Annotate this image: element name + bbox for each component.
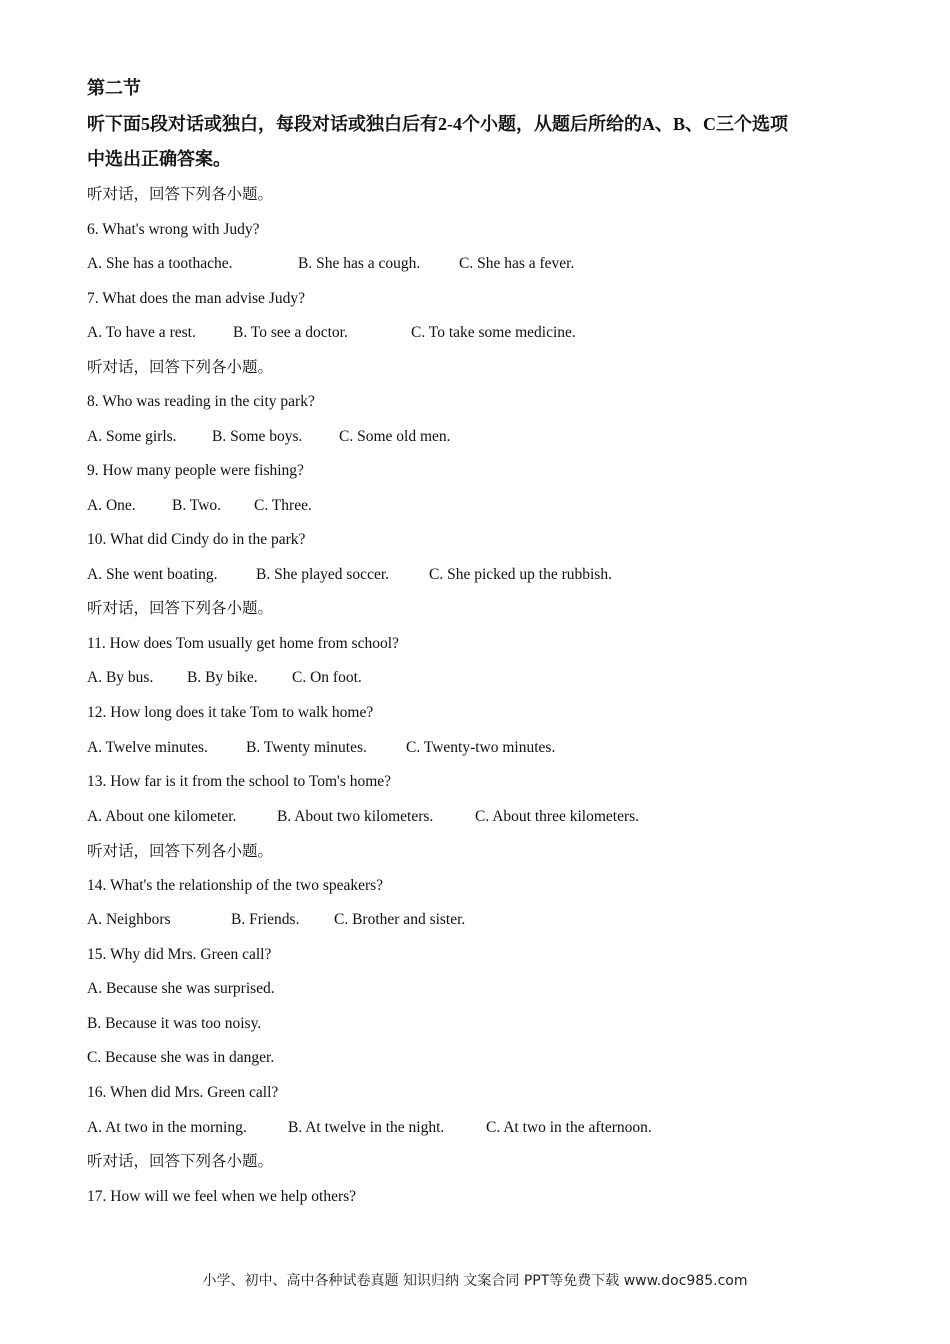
question-text: 11. How does Tom usually get home from school? — [87, 635, 399, 652]
option-b: B. By bike. — [187, 669, 258, 686]
option-c: C. About three kilometers. — [475, 808, 640, 825]
option-c: C. She has a fever. — [459, 255, 575, 272]
group-intro: 听对话，回答下列各小题。 — [87, 600, 274, 617]
option-c: C. At two in the afternoon. — [486, 1119, 652, 1136]
question-text: 17. How will we feel when we help others? — [87, 1188, 357, 1205]
option-b: B. Twenty minutes. — [246, 739, 367, 756]
option-c: C. Brother and sister. — [334, 911, 466, 928]
option-a: A. At two in the morning. — [87, 1119, 247, 1136]
page-footer: 小学、初中、高中各种试卷真题 知识归纳 文案合同 PPT等免费下载 www.doc985.com — [202, 1273, 748, 1289]
option-c: C. Twenty-two minutes. — [406, 739, 556, 756]
question-text: 6. What's wrong with Judy? — [87, 221, 260, 238]
option-a: A. By bus. — [87, 669, 154, 686]
option-a: A. About one kilometer. — [87, 808, 237, 825]
option-b: B. She has a cough. — [298, 255, 421, 272]
question-text: 12. How long does it take Tom to walk home? — [87, 704, 374, 721]
question-text: 9. How many people were fishing? — [87, 462, 304, 479]
option-c: C. Three. — [254, 497, 312, 514]
option-b: B. About two kilometers. — [277, 808, 434, 825]
option-a: A. Neighbors — [87, 911, 171, 928]
question-text: 13. How far is it from the school to Tom's home? — [87, 773, 392, 790]
option-b: B. Friends. — [231, 911, 300, 928]
option-a: A. Some girls. — [87, 428, 177, 445]
group-intro: 听对话，回答下列各小题。 — [87, 186, 274, 203]
option-a: A. To have a rest. — [87, 324, 196, 341]
option-b: B. She played soccer. — [256, 566, 390, 583]
question-text: 10. What did Cindy do in the park? — [87, 531, 306, 548]
option-a: A. She went boating. — [87, 566, 218, 583]
group-intro: 听对话，回答下列各小题。 — [87, 1153, 274, 1170]
option-a: A. She has a toothache. — [87, 255, 233, 272]
option-c: C. Some old men. — [339, 428, 451, 445]
question-text: 8. Who was reading in the city park? — [87, 393, 315, 410]
option-b: B. Because it was too noisy. — [87, 1015, 262, 1032]
question-text: 7. What does the man advise Judy? — [87, 290, 305, 307]
option-a: A. Because she was surprised. — [87, 980, 275, 997]
group-intro: 听对话，回答下列各小题。 — [87, 843, 274, 860]
question-text: 14. What's the relationship of the two speakers? — [87, 877, 384, 894]
question-text: 15. Why did Mrs. Green call? — [87, 946, 272, 963]
option-c: C. To take some medicine. — [411, 324, 576, 341]
option-b: B. Two. — [172, 497, 222, 514]
instruction-line-2: 中选出正确答案。 — [87, 149, 231, 169]
option-c: C. She picked up the rubbish. — [429, 566, 612, 583]
option-c: C. Because she was in danger. — [87, 1049, 275, 1066]
question-text: 16. When did Mrs. Green call? — [87, 1084, 279, 1101]
option-a: A. Twelve minutes. — [87, 739, 208, 756]
option-a: A. One. — [87, 497, 136, 514]
option-c: C. On foot. — [292, 669, 362, 686]
section-title: 第二节 — [87, 78, 141, 98]
option-b: B. At twelve in the night. — [288, 1119, 445, 1136]
group-intro: 听对话，回答下列各小题。 — [87, 359, 274, 376]
option-b: B. To see a doctor. — [233, 324, 348, 341]
option-b: B. Some boys. — [212, 428, 303, 445]
instruction-line-1: 听下面5段对话或独白，每段对话或独白后有2-4个小题，从题后所给的A、B、C三个选项 — [87, 114, 788, 134]
